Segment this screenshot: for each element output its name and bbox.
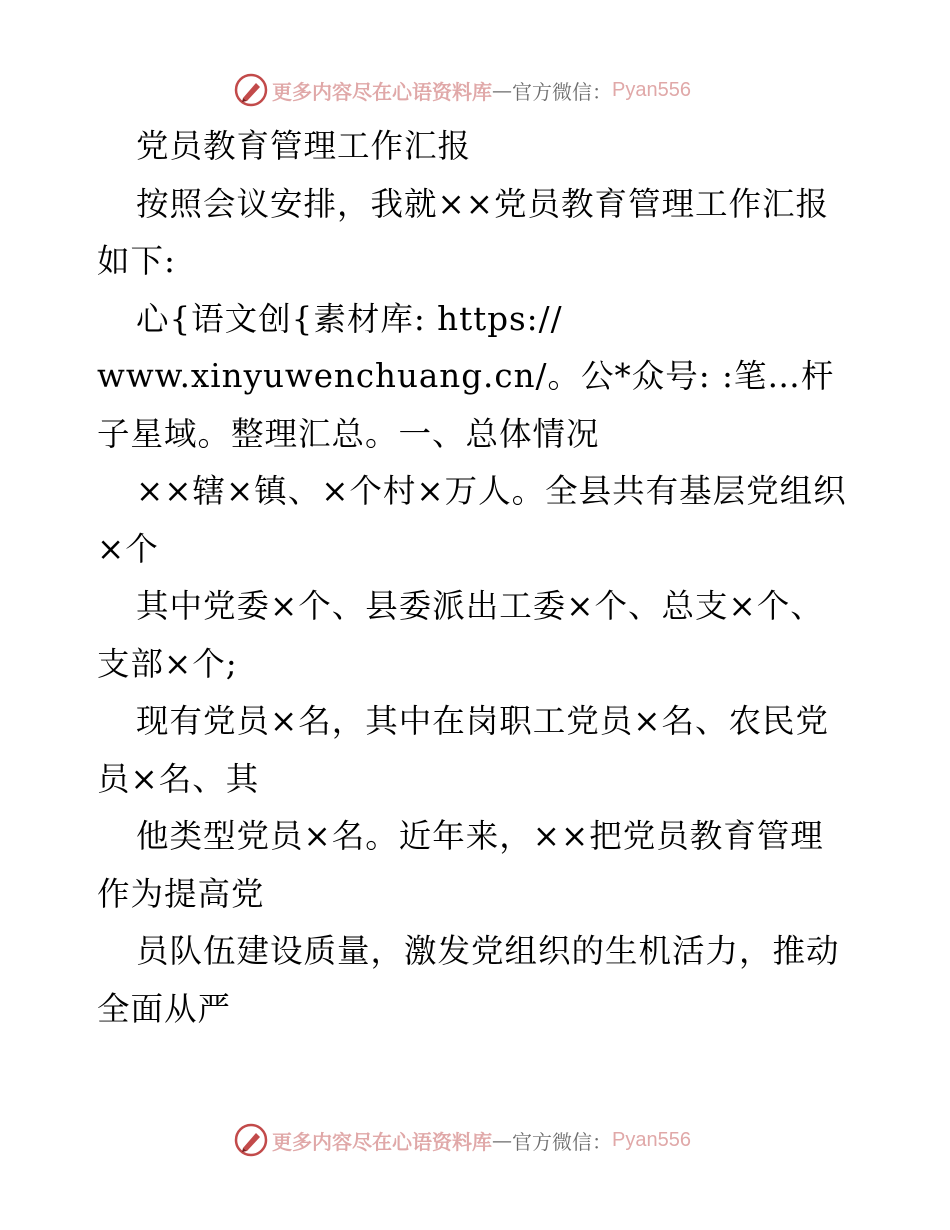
watermark-official-label: 官方微信： [512,1129,612,1154]
watermark-official-label: 官方微信： [512,79,612,104]
watermark-main-text: 更多内容尽在心语资料库 [272,1129,492,1154]
paragraph-url: www.xinyuwenchuang.cn/。公*众号: :笔…杆子星域。整理汇总。一、总体情况 [97,357,835,453]
paragraph-quality: 员队伍建设质量，激发党组织的生机活力，推动全面从严 [97,932,840,1028]
watermark-footer [234,1122,691,1158]
watermark-dash: — [492,1128,512,1152]
watermark-dash: — [492,78,512,102]
source-text: 心{语文创{素材库: https:// [136,299,563,338]
paragraph-overview: ××辖×镇、×个村×万人。全县共有基层党组织×个 [97,472,847,568]
paragraph-intro: 按照会议安排，我就××党员教育管理工作汇报如下: [97,184,829,280]
pen-logo-icon [234,1123,268,1157]
paragraph-members: 现有党员×名，其中在岗职工党员×名、农民党员×名、其 [97,702,829,798]
pen-logo-icon [234,73,268,107]
paragraph-organizations: 其中党委×个、县委派出工委×个、总支×个、支部×个; [97,587,824,683]
watermark-header [234,72,691,108]
watermark-wechat-id: Pyan556 [612,78,691,101]
document-body [97,118,857,1038]
document-title: 党员教育管理工作汇报 [136,127,472,165]
watermark-main-text: 更多内容尽在心语资料库 [272,79,492,104]
watermark-wechat-id: Pyan556 [612,1128,691,1151]
paragraph-source [97,291,857,349]
paragraph-other-types: 他类型党员×名。近年来，××把党员教育管理作为提高党 [97,817,824,913]
